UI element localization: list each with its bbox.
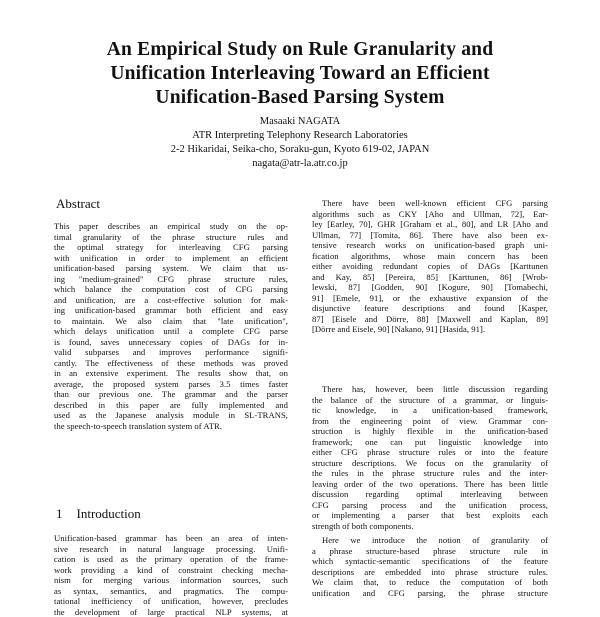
- right-paragraph-3: [312, 535, 548, 598]
- text-line: either avoiding redundant copies of DAGs [Karttunen: [312, 261, 548, 272]
- text-line: a phrase structure-based phrase structure rule in: [312, 546, 548, 557]
- text-line: [Dörre and Eisele, 90] [Nakano, 91] [Hasida, 91].: [312, 324, 548, 335]
- text-line: ley [Earley, 70], GHR [Graham et al., 80], and LR [Aho and: [312, 219, 548, 230]
- affiliation-line: 2-2 Hikaridai, Seika-cho, Soraku-gun, Kyoto 619-02, JAPAN: [80, 143, 520, 157]
- text-line: from the engineering point of view. Grammar con-: [312, 416, 548, 427]
- text-line: either CFG phrase structure rules or into the feature: [312, 447, 548, 458]
- text-line: discussion regarding optimal interleaving between: [312, 489, 548, 500]
- right-paragraph-2: [312, 384, 548, 531]
- text-line: strength of both components.: [312, 521, 548, 532]
- text-line: cantly. The effectiveness of these methods was proved: [54, 358, 288, 369]
- text-line: nism for merging various information sources, such: [54, 575, 288, 586]
- text-line: in an extensive experiment. The results show that, on: [54, 368, 288, 379]
- text-line: timal granularity of the phrase structure rules and: [54, 232, 288, 243]
- abstract-heading: Abstract: [56, 196, 100, 212]
- text-line: or implementing a parser that best exploits each: [312, 510, 548, 521]
- text-line: tic knowledge, in a unification-based framework,: [312, 405, 548, 416]
- text-line: Here we introduce the notion of granularity of: [312, 535, 548, 546]
- section-number: 1: [56, 506, 63, 521]
- text-line: CFG parsing process and the unification process,: [312, 500, 548, 511]
- text-line: and unification, are a cost-effective solution for mak-: [54, 295, 288, 306]
- affiliation-line: ATR Interpreting Telephony Research Laboratories: [80, 129, 520, 143]
- text-line: algorithms such as CKY [Aho and Ullman, 72], Ear-: [312, 209, 548, 220]
- text-line: to maintain. We also claim that "late unification",: [54, 316, 288, 327]
- text-line: 87] [Eisele and Dörre, 88] [Maxwell and Kaplan, 89]: [312, 314, 548, 325]
- introduction-text: [54, 533, 288, 617]
- section-title: Introduction: [77, 506, 141, 521]
- text-line: fication algorithms, whose main concern has been: [312, 251, 548, 262]
- text-line: as syntax, semantics, and pragmatics. The compu-: [54, 586, 288, 597]
- text-line: cation is used as the primary operation of the frame-: [54, 554, 288, 565]
- text-line: Ullman, 77] [Tomita, 86]. There have also been ex-: [312, 230, 548, 241]
- text-line: This paper describes an empirical study on the op-: [54, 221, 288, 232]
- text-line: struction is highly flexible in the unification-based: [312, 426, 548, 437]
- text-line: We claim that, to reduce the computation of both: [312, 577, 548, 588]
- text-line: There has, however, been little discussion regarding: [312, 384, 548, 395]
- title-line: Unification Interleaving Toward an Efficient: [60, 62, 540, 86]
- text-line: the rules in the phrase structure rules and the inter-: [312, 468, 548, 479]
- text-line: lewski, 87] [Godden, 90] [Kogure, 90] [Tomabechi,: [312, 282, 548, 293]
- text-line: tensive research works on unification-based graph uni-: [312, 240, 548, 251]
- text-line: structure descriptions. We focus on the granularity of: [312, 458, 548, 469]
- paper-title: [60, 38, 540, 110]
- text-line: descriptions are embedded into phrase structure rules.: [312, 567, 548, 578]
- text-line: valid subparses and improves performance signifi-: [54, 347, 288, 358]
- text-line: which syntactic-semantic specifications of the feature: [312, 556, 548, 567]
- text-line: leaving order of the two operations. There has been little: [312, 479, 548, 490]
- abstract-text: [54, 221, 288, 431]
- text-line: the speech-to-speech translation system of ATR.: [54, 421, 288, 432]
- introduction-heading: [56, 506, 141, 522]
- text-line: ing unification-based grammar both efficient and easy: [54, 305, 288, 316]
- text-line: 91] [Emele, 91], or the exhaustive expansion of the: [312, 293, 548, 304]
- text-line: the balance of the structure of a grammar, or linguis-: [312, 395, 548, 406]
- email-address: nagata@atr-la.atr.co.jp: [80, 157, 520, 171]
- text-line: average, the proposed system parses 3.5 times faster: [54, 379, 288, 390]
- right-paragraph-1: [312, 198, 548, 335]
- text-line: which delays unification until a complete CFG parse: [54, 326, 288, 337]
- author-block: [80, 115, 520, 171]
- text-line: ing "medium-grained" CFG phrase structure rules,: [54, 274, 288, 285]
- text-line: framework; one can put linguistic knowledge into: [312, 437, 548, 448]
- text-line: is found, saves unnecessary copies of DAGs for in-: [54, 337, 288, 348]
- text-line: the development of large practical NLP systems, at: [54, 607, 288, 617]
- title-line: An Empirical Study on Rule Granularity and: [60, 38, 540, 62]
- text-line: with unification in order to implement an efficient: [54, 253, 288, 264]
- text-line: used as the Japanese analysis module in SL-TRANS,: [54, 410, 288, 421]
- text-line: than our previous one. The grammar and the parser: [54, 389, 288, 400]
- text-line: disjunctive feature descriptions and found [Kasper,: [312, 303, 548, 314]
- text-line: and Kay, 85] [Pereira, 85] [Karttunen, 86] [Wrob-: [312, 272, 548, 283]
- text-line: sive research in natural language processing. Unifi-: [54, 544, 288, 555]
- text-line: which balance the computation cost of CFG parsing: [54, 284, 288, 295]
- text-line: There have been well-known efficient CFG parsing: [312, 198, 548, 209]
- text-line: tational inefficiency of unification, however, precludes: [54, 596, 288, 607]
- text-line: unification and CFG parsing, the phrase structure: [312, 588, 548, 599]
- author-name: Masaaki NAGATA: [80, 115, 520, 129]
- text-line: unification-based parsing system. We claim that us-: [54, 263, 288, 274]
- text-line: the optimal strategy for interleaving CFG parsing: [54, 242, 288, 253]
- text-line: Unification-based grammar has been an area of inten-: [54, 533, 288, 544]
- text-line: described in this paper are fully implemented and: [54, 400, 288, 411]
- title-line: Unification-Based Parsing System: [60, 86, 540, 110]
- text-line: work providing a kind of constraint checking mecha-: [54, 565, 288, 576]
